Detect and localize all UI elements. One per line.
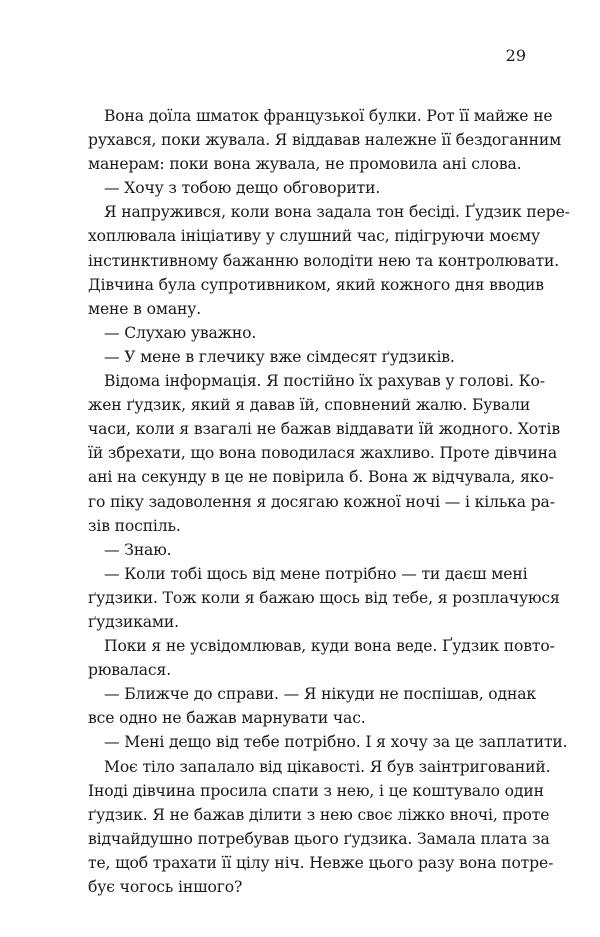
text-line: ґудзики. Тож коли я бажаю щось від тебе, я розплачуюся: [88, 588, 560, 607]
text-line: ані на секунду в це не повірила б. Вона ж відчувала, яко-: [88, 468, 554, 487]
text-line: Відома інформація. Я постійно їх рахував у голові. Ко-: [104, 372, 545, 391]
text-line: хоплювала ініціативу у слушний час, підігруючи моєму: [88, 227, 541, 246]
text-line: бує чогось іншого?: [88, 878, 243, 896]
page-number: 29: [505, 46, 526, 65]
text-line: ґудзиками.: [88, 612, 179, 631]
text-line: — Знаю.: [104, 540, 172, 559]
text-line: відчайдушно потребував цього ґудзика. Замала плата за: [88, 829, 550, 848]
text-line: жен ґудзик, який я давав їй, сповнений жалю. Бували: [88, 396, 531, 415]
body-text: [88, 104, 570, 899]
text-line: — Мені дещо від тебе потрібно. І я хочу за це заплатити.: [104, 733, 568, 752]
text-line: їй збрехати, що вона поводилася жахливо. Проте дівчина: [88, 444, 558, 463]
text-line: Іноді дівчина просила спати з нею, і це коштувало один: [88, 781, 544, 800]
text-line: Поки я не усвідомлював, куди вона веде. Ґудзик повто-: [104, 637, 555, 656]
text-line: Моє тіло запалало від цікавості. Я був заінтригований.: [104, 757, 551, 776]
text-line: мене в оману.: [88, 299, 202, 318]
text-line: — Коли тобі щось від мене потрібно — ти даєш мені: [104, 564, 528, 583]
text-line: Дівчина була супротивником, який кожного дня вводив: [88, 275, 544, 294]
text-line: ґудзик. Я не бажав ділити з нею своє ліжко вночі, проте: [88, 805, 550, 824]
text-line: — Слухаю уважно.: [104, 323, 257, 342]
text-line: зів поспіль.: [88, 516, 181, 535]
text-line: — У мене в глечику вже сімдесят ґудзиків.: [104, 347, 455, 366]
text-line: Вона доїла шматок французької булки. Рот її майже не: [104, 107, 553, 125]
text-line: часи, коли я взагалі не бажав віддавати їй жодного. Хотів: [88, 420, 560, 439]
text-line: го піку задоволення я досягаю кожної ночі — і кілька ра-: [88, 492, 555, 511]
text-line: рухався, поки жувала. Я віддавав належне її бездоганним: [88, 131, 562, 150]
text-line: те, щоб трахати її цілу ніч. Невже цього разу вона потре-: [88, 853, 554, 872]
text-line: інстинктивному бажанню володіти нею та контролювати.: [88, 251, 560, 270]
text-line: рювалася.: [88, 661, 172, 680]
text-line: все одно не бажав марнувати час.: [88, 709, 366, 728]
text-line: манерам: поки вона жувала, не промовила ані слова.: [88, 155, 522, 174]
text-line: Я напружився, коли вона задала тон бесіді. Ґудзик пере-: [104, 203, 570, 222]
text-line: — Ближче до справи. — Я нікуди не поспішав, однак: [104, 685, 536, 704]
text-line: — Хочу з тобою дещо обговорити.: [104, 179, 381, 198]
